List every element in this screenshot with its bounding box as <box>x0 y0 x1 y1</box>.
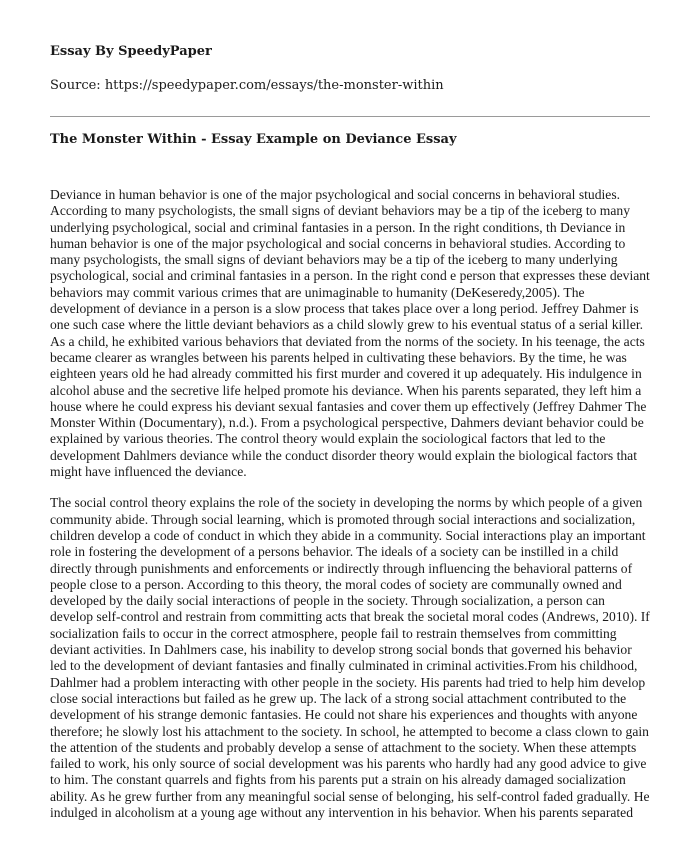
essay-paragraph: The social control theory explains the role of the society in developing the norms by which people of a given community abide. Through social learning, which is promoted through social interactions and socialization, children develop a code of conduct in which they abide in a community. Social interactions play an important role in fostering the development of a persons behavior. The ideals of a society can be instilled in a child directly through punishments and enforcements or indirectly through influencing the behavioral patterns of people close to a person. According to this theory, the moral codes of society are communally owned and developed by the daily social interactions of people in the society. Through socialization, a person can develop self-control and restrain from committing acts that break the societal moral codes (Andrews, 2010). If socialization fails to occur in the correct atmosphere, people fail to restrain themselves from committing deviant activities. In Dahlmers case, his inability to develop strong social bonds that governed his behavior led to the development of deviant fantasies and finally culminated in criminal activities.From his childhood, Dahlmer had a problem interacting with other people in the society. His parents had tried to help him develop close social interactions but failed as he grew up. The lack of a strong social attachment contributed to the development of his strange demonic fantasies. He could not share his experiences and thoughts with anyone therefore; he slowly lost his attachment to the society. In school, he attempted to become a class clown to gain the attention of the students and probably develop a sense of attachment to the society. When these attempts failed to work, his only source of social development was his parents who hardly had any good advice to give to him. The constant quarrels and fights from his parents put a strain on his already damaged socialization ability. As he grew further from any meaningful social sense of belonging, his self-control faded gradually. He indulged in alcoholism at a young age without any intervention in his behavior. When his parents separated <box>50 495 650 820</box>
source-line <box>50 78 650 93</box>
essay-title: The Monster Within - Essay Example on Deviance Essay <box>50 132 457 147</box>
source-label: Source: <box>50 78 105 93</box>
source-url: https://speedypaper.com/essays/the-monster-within <box>104 78 444 93</box>
brand-title: Essay By SpeedyPaper <box>50 44 212 59</box>
header-divider <box>50 116 650 117</box>
essay-body <box>50 187 650 821</box>
essay-paragraph: Deviance in human behavior is one of the major psychological and social concerns in behavioral studies. According to many psychologists, the small signs of deviant behaviors may be a tip of the iceberg to many underlying psychological, social and criminal fantasies in a person. In the right conditions, th Deviance in human behavior is one of the major psychological and social concerns in behavioral studies. According to many psychologists, the small signs of deviant behaviors may be a tip of the iceberg to many underlying psychological, social and criminal fantasies in a person. In the right cond e person that expresses these deviant behaviors may commit various crimes that are unimaginable to humanity (DeKeseredy,2005). The development of deviance in a person is a slow process that takes place over a long period. Jeffrey Dahmer is one such case where the little deviant behaviors as a child slowly grew to his eventual status of a serial killer. As a child, he exhibited various behaviors that deviated from the norms of the society. In his teenage, the acts became clearer as wrangles between his parents helped in cultivating these behaviors. By the time, he was eighteen years old he had already committed his first murder and covered it up adequately. His indulgence in alcohol abuse and the secretive life helped promote his deviance. When his parents separated, they left him a house where he could express his deviant sexual fantasies and cover them up effectively (Jeffrey Dahmer The Monster Within (Documentary), n.d.). From a psychological perspective, Dahmers deviant behavior could be explained by various theories. The control theory would explain the sociological factors that led to the development Dahlmers deviance while the conduct disorder theory would explain the biological factors that might have influenced the deviance. <box>50 187 650 480</box>
